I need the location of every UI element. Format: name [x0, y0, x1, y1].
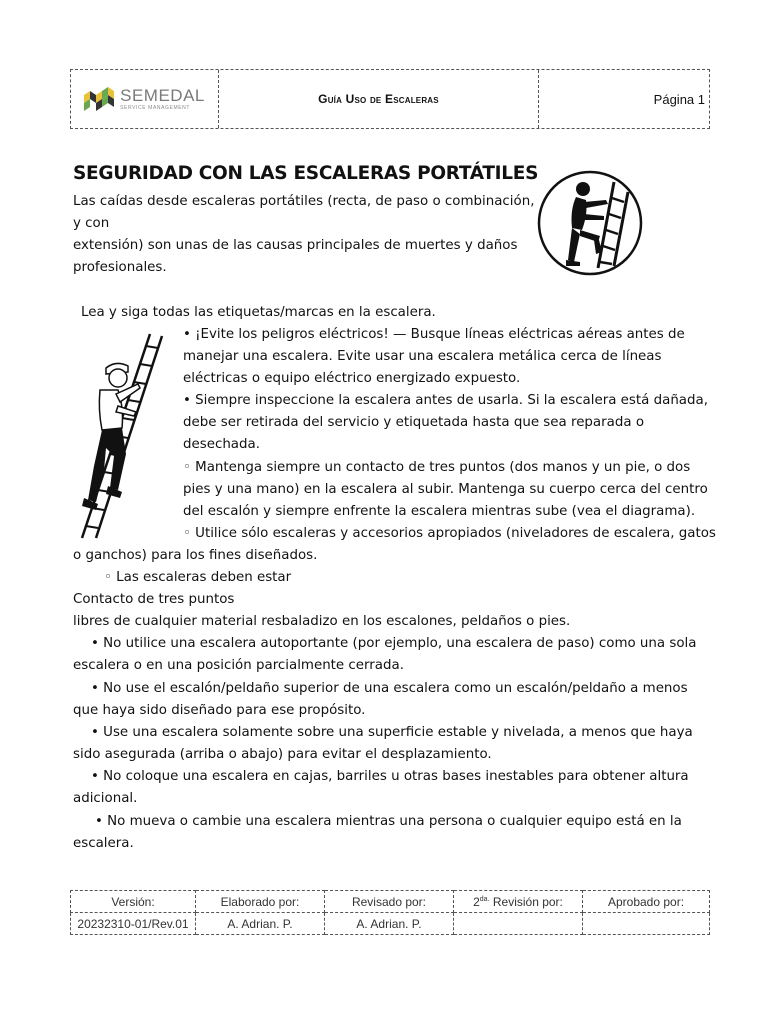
segunda-num: 2: [473, 894, 480, 909]
revision-table-header-row: [71, 891, 710, 913]
self-support-line-2: escalera o en una posición parcialmente cerrada.: [73, 658, 404, 673]
lead-text: Lea y siga todas las etiquetas/marcas en la escalera.: [81, 305, 436, 320]
do-not-move-line-1: • No mueva o cambie una escalera mientras una persona o cualquier equipo está en la: [95, 814, 682, 829]
logo-name: SEMEDAL: [120, 86, 205, 105]
page-header: [70, 69, 710, 129]
semedal-logo: [84, 87, 205, 111]
ladder-climber-illustration: [78, 330, 183, 540]
logo-subtitle: SERVICE MANAGEMENT: [120, 105, 191, 111]
revision-table-value-row: [71, 913, 710, 935]
header-version: Versión:: [71, 891, 196, 913]
page-number: Página 1: [653, 91, 705, 107]
accessories-line-2: o ganchos) para los fines diseñados.: [73, 548, 318, 563]
do-not-move-line-2: escalera.: [73, 836, 134, 851]
slippery-material-text: libres de cualquier material resbaladizo en los escalones, peldaños o pies.: [73, 614, 571, 629]
caption-three-points: Contacto de tres puntos: [73, 592, 235, 607]
header-segunda-revision: [454, 891, 583, 913]
hazard-line-1: • ¡Evite los peligros eléctricos! — Busque líneas eléctricas aéreas antes de: [183, 327, 685, 342]
unstable-base-line-1: • No coloque una escalera en cajas, barriles u otras bases inestables para obtener altura: [91, 769, 689, 784]
value-elaborado: A. Adrian. P.: [196, 913, 325, 935]
intro-line-3: extensión) son unas de las causas principales de muertes y daños: [73, 238, 518, 253]
intro-line-2: y con: [73, 216, 110, 231]
top-step-line-2: que haya sido diseñado para ese propósito.: [73, 703, 366, 718]
header-revisado: Revisado por:: [325, 891, 454, 913]
document-title: Guía Uso de Escaleras: [219, 70, 539, 128]
hazard-line-3: eléctricas o equipo eléctrico energizado expuesto.: [183, 371, 521, 386]
stable-surface-line-1: • Use una escalera solamente sobre una superficie estable y nivelada, a menos que haya: [91, 725, 693, 740]
logo-cell: [71, 70, 219, 128]
three-point-contact-illustration: [536, 170, 644, 276]
segunda-rest: Revisión por:: [489, 894, 563, 909]
self-support-line-1: • No utilice una escalera autoportante (por ejemplo, una escalera de paso) como una sola: [91, 636, 697, 651]
inspect-line-3: desechada.: [183, 437, 260, 452]
top-step-line-1: • No use el escalón/peldaño superior de una escalera como un escalón/peldaño a menos: [91, 681, 688, 696]
hazard-line-2: manejar una escalera. Evite usar una escalera metálica cerca de líneas: [183, 349, 662, 364]
unstable-base-line-2: adicional.: [73, 791, 138, 806]
value-segunda-revision: [454, 913, 583, 935]
value-version: 20232310-01/Rev.01: [71, 913, 196, 935]
section-title: SEGURIDAD CON LAS ESCALERAS PORTÁTILES: [73, 163, 539, 184]
revision-table: [70, 890, 710, 935]
ladders-clear-text: ◦ Las escaleras deben estar: [104, 570, 292, 585]
logo-mark-icon: [84, 87, 114, 111]
inspect-line-2: debe ser retirada del servicio y etiquetada hasta que sea reparada o: [183, 415, 645, 430]
contact-line-2: pies y una mano) en la escalera al subir. Mantenga su cuerpo cerca del centro: [183, 482, 708, 497]
header-elaborado: Elaborado por:: [196, 891, 325, 913]
value-aprobado: [583, 913, 710, 935]
stable-surface-line-2: sido asegurada (arriba o abajo) para evitar el desplazamiento.: [73, 747, 492, 762]
value-revisado: A. Adrian. P.: [325, 913, 454, 935]
contact-line-1: ◦ Mantenga siempre un contacto de tres puntos (dos manos y un pie, o dos: [183, 460, 691, 475]
contact-line-3: del escalón y siempre enfrente la escalera mientras sube (vea el diagrama).: [183, 504, 696, 519]
intro-line-4: profesionales.: [73, 260, 167, 275]
intro-line-1: Las caídas desde escaleras portátiles (recta, de paso o combinación,: [73, 194, 535, 209]
segunda-sup: da.: [479, 895, 490, 903]
header-aprobado: Aprobado por:: [583, 891, 710, 913]
accessories-line-1: ◦ Utilice sólo escaleras y accesorios apropiados (niveladores de escalera, gatos: [183, 526, 716, 541]
inspect-line-1: • Siempre inspeccione la escalera antes de usarla. Si la escalera está dañada,: [183, 393, 708, 408]
